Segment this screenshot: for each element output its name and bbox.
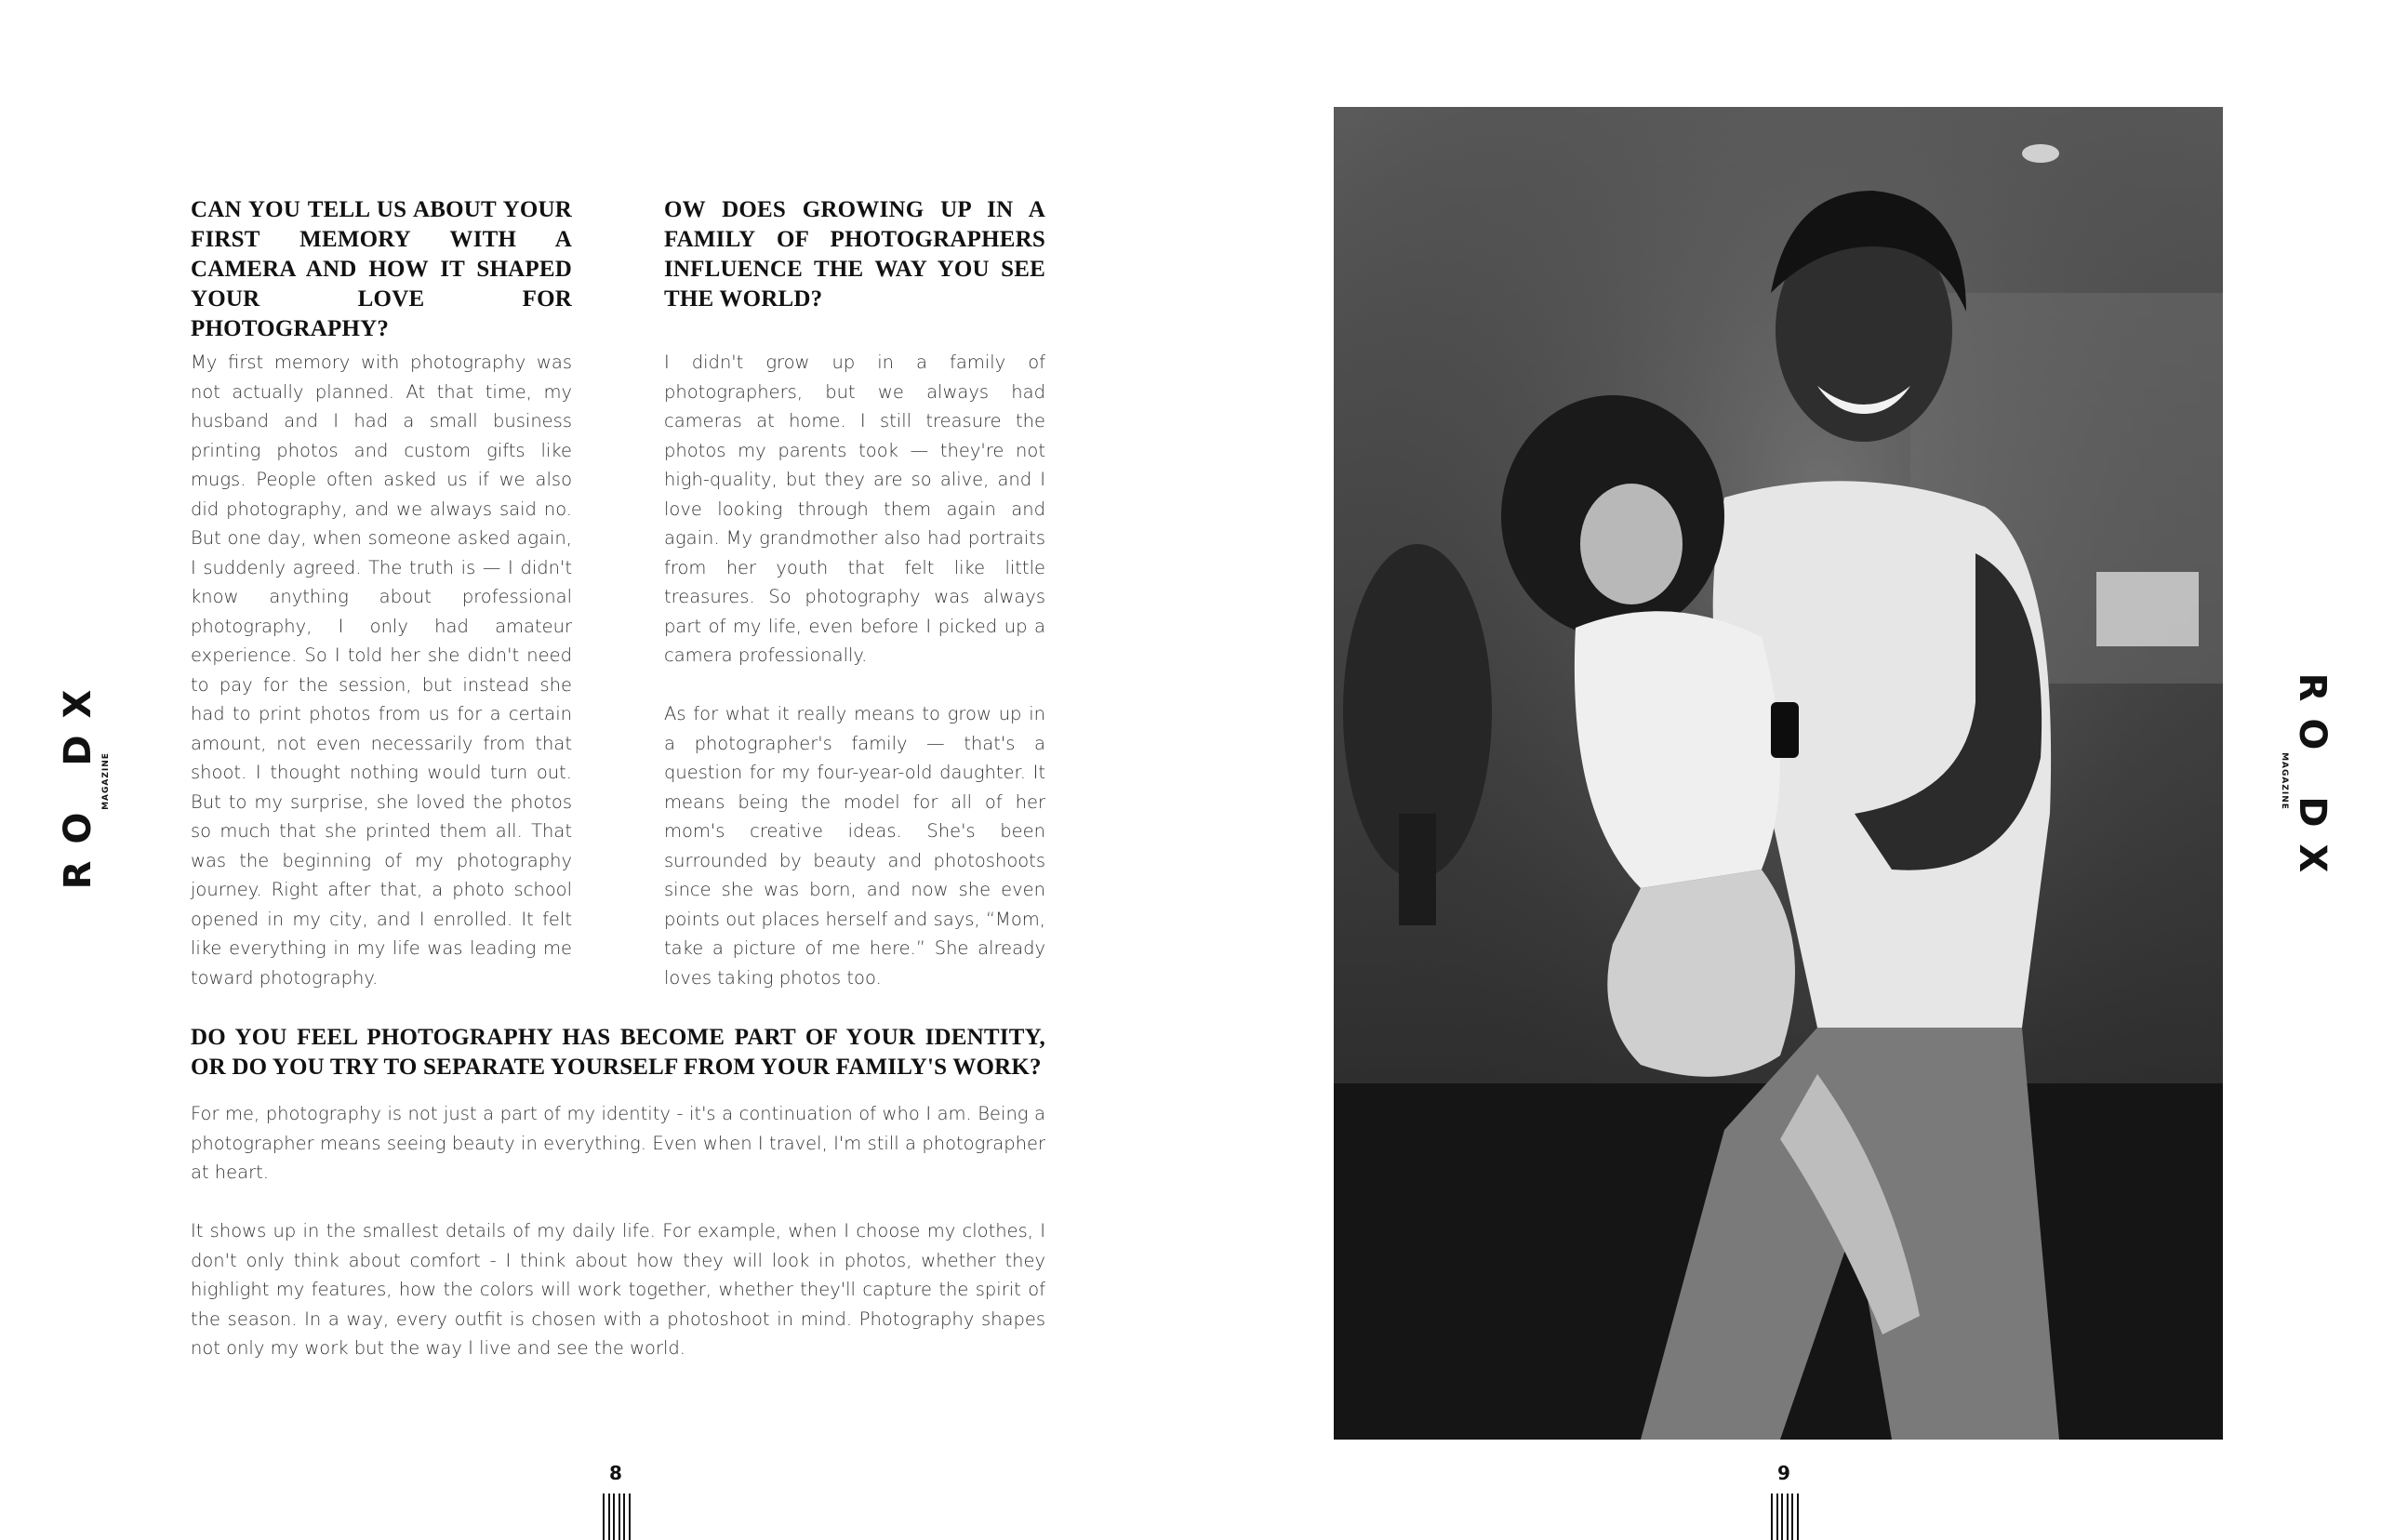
answer-1-paragraph: My first memory with photography was not actually planned. At that time, my husband and I had a small business printing photos and custom gifts like mugs. People often asked us if we also did photography, and we always said no. But one day, when someone asked again, I suddenly agreed. The truth is — I didn't know anything about professional photography, I only had amateur experience. So I told her she didn't need to pay for the session, but instead she had to print photos from us for a certain amount, not even necessarily from that shoot. I thought nothing would turn out. But to my surprise, she loved the photos so much that she printed them all. That was the beginning of my photography journey. Right after that, a photo school opened in my city, and I enrolled. It felt like everything in my life was leading me toward photography. [191,352,572,989]
answer-3 [191,1099,1045,1363]
magazine-logo-left [47,651,121,911]
barcode-icon [1771,1494,1799,1540]
question-3-heading: DO YOU FEEL PHOTOGRAPHY HAS BECOME PART OF YOUR IDENTITY, OR DO YOU TRY TO SEPARATE YOURSELF FROM YOUR FAMILY'S WORK? [191,1025,1045,1080]
answer-1 [191,348,572,992]
magazine-logo-right [2269,651,2344,911]
question-1-heading: CAN YOU TELL US ABOUT YOUR FIRST MEMORY WITH A CAMERA AND HOW IT SHAPED YOUR LOVE FOR PHOTOGRAPHY? [191,197,572,341]
feature-photo [1334,107,2223,1440]
logo-text: RO DX [57,672,100,890]
answer-2 [664,348,1045,992]
page-number-right: 9 [1777,1462,1790,1484]
photo-father-daughter-image [1334,107,2223,1440]
answer-3-paragraph-1: For me, photography is not just a part of my identity - it's a continuation of who I am. Being a photographer means seeing beauty in everything. Even when I travel, I'm still a photographer at heart. [191,1103,1045,1183]
barcode-icon [603,1494,631,1540]
answer-3-paragraph-2: It shows up in the smallest details of my daily life. For example, when I choose my clothes, I don't only think about comfort - I think about how they will look in photos, whether they highlight my features, how the colors will work together, whether they'll capture the spirit of the season. In a way, every outfit is chosen with a photoshoot in mind. Photography shapes not only my work but the way I live and see the world. [191,1220,1045,1359]
answer-2-paragraph-1: I didn't grow up in a family of photographers, but we always had cameras at home. I still treasure the photos my parents took — they're not high-quality, but they are so alive, and I love looking through them again and again. My grandmother also had portraits from her youth that felt like little treasures. So photography was always part of my life, even before I picked up a camera professionally. [664,352,1045,666]
page-number-left: 8 [609,1462,622,1484]
left-page [0,0,1190,1540]
logo-text: RO DX [2291,672,2334,890]
logo-subtitle: MAGAZINE [2280,752,2289,810]
answer-2-paragraph-2: As for what it really means to grow up in a photographer's family — that's a question for my four-year-old daughter. It means being the model for all of her mom's creative ideas. She's been surrounded by beauty and photoshoots since she was born, and now she even points out places herself and says, “Mom, take a picture of me here.” She already loves taking photos too. [664,703,1045,989]
question-2-heading: OW DOES GROWING UP IN A FAMILY OF PHOTOGRAPHERS INFLUENCE THE WAY YOU SEE THE WORLD? [664,197,1045,312]
logo-subtitle: MAGAZINE [101,752,111,810]
